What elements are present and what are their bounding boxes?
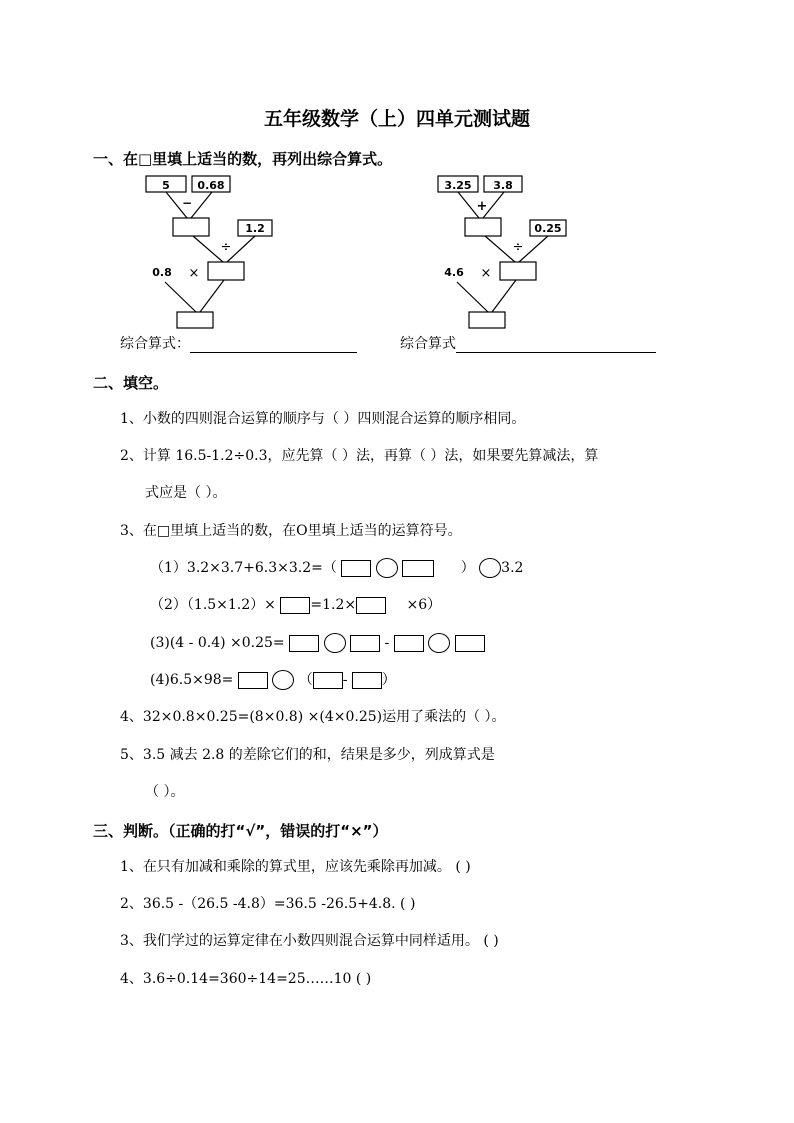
fill-q2-line2: 式应是（ ）。 [145,485,227,501]
left-op-1: − [181,196,193,210]
q3-4-expression: (4)6.5×98= [150,672,234,688]
answer-box[interactable] [455,635,485,652]
right-op-3: × [480,266,492,281]
right-op-1: + [476,199,488,214]
left-formula-label: 综合算式： [120,336,190,352]
right-num-a: 3.25 [444,179,472,192]
section-3-heading: 三、判断。（正确的打“√”，错误的打“×”） [93,822,388,840]
left-op-3: × [188,266,200,281]
answer-box[interactable] [280,597,310,614]
fill-q3-2 [150,596,441,614]
fill-q3: 3、在□里填上适当的数，在O里填上适当的运算符号。 [120,523,462,539]
left-formula-blank[interactable] [190,335,357,353]
answer-box[interactable] [352,672,382,689]
fill-q3-1: （1）3.2×3.7+6.3×3.2=（ ） 3.2 [150,560,524,576]
q3-2-expression: （2）（1.5×1.2）× [150,597,276,613]
left-formula-row [120,335,357,353]
right-num-b: 3.8 [493,179,513,192]
judge-q1: 1、在只有加减和乘除的算式里，应该先乘除再加减。 ( ) [120,859,471,875]
operator-circle[interactable] [324,633,346,653]
q3-1-expression: （1）3.2×3.7+6.3×3.2=（ [150,560,337,576]
section-1-heading: 一、在□里填上适当的数，再列出综合算式。 [93,150,393,168]
operator-circle[interactable] [376,558,398,578]
fill-q3-4: (4)6.5×98= （ - ） [150,672,396,688]
judge-q3: 3、我们学过的运算定律在小数四则混合运算中同样适用。 ( ) [120,933,499,949]
left-num-d: 0.8 [152,266,172,279]
q3-2-tail: ×6） [406,597,442,613]
judge-q4: 4、3.6÷0.14=360÷14=25……10 ( ) [120,971,372,987]
left-op-2: ÷ [220,240,232,255]
operator-circle[interactable] [428,633,450,653]
right-formula-row [400,335,656,353]
page-title: 五年级数学（上）四单元测试题 [263,108,530,130]
fill-q2-line1: 2、计算 16.5-1.2÷0.3，应先算（ ）法，再算（ ）法，如果要先算减法，算 [120,448,599,464]
answer-box[interactable] [341,560,371,577]
operator-circle[interactable] [272,670,294,690]
fill-q3-3: (3)(4 - 0.4) ×0.25= - [150,633,485,653]
fill-q5-line2: （ ）。 [145,784,185,800]
section-2-heading: 二、填空。 [93,374,169,392]
answer-box[interactable] [402,560,434,577]
answer-box[interactable] [356,597,386,614]
answer-box[interactable] [394,635,424,652]
q3-3-expression: (3)(4 - 0.4) ×0.25= [150,635,285,651]
left-num-c: 1.2 [245,222,265,235]
right-formula-label: 综合算式 [400,336,456,352]
left-num-b: 0.68 [197,179,225,192]
q3-1-tail: 3.2 [501,560,524,576]
answer-box[interactable] [350,635,380,652]
judge-q2: 2、36.5 -（26.5 -4.8）=36.5 -26.5+4.8. ( ) [120,896,416,912]
fill-q1: 1、小数的四则混合运算的顺序与（ ）四则混合运算的顺序相同。 [120,411,526,427]
q3-2-middle: =1.2× [310,597,357,613]
fill-q4: 4、32×0.8×0.25=(8×0.8) ×(4×0.25)运用了乘法的（ ）。 [120,709,506,725]
right-op-2: ÷ [512,240,524,255]
right-num-d: 4.6 [444,266,464,279]
answer-box[interactable] [289,635,319,652]
fill-q5-line1: 5、3.5 减去 2.8 的差除它们的和，结果是多少，列成算式是 [120,747,495,763]
left-num-a: 5 [162,179,170,192]
answer-box[interactable] [313,672,343,689]
right-num-c: 0.25 [534,222,562,235]
left-calc-tree [140,170,300,332]
operator-circle[interactable] [479,558,501,578]
right-formula-blank[interactable] [456,335,656,353]
right-calc-tree [432,170,592,332]
answer-box[interactable] [238,672,268,689]
